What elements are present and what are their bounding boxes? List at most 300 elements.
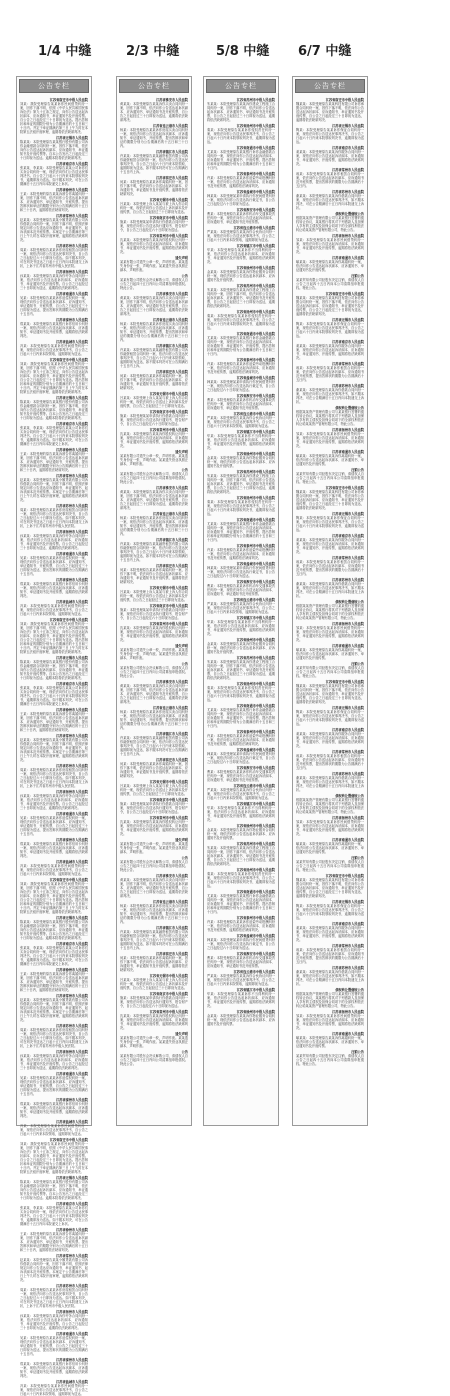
notice-title: 江苏省苏州市人民法院 (56, 1284, 88, 1288)
notice-title: 江苏省无锡市中级人民法院 (149, 198, 188, 202)
notice-body: 刘某：我院受理原告某某诉你民间借贷纠纷一案，因你下落不明，依照《中华人民共和国民事诉讼法》第九十五条之规定，向你公告送达起诉状副本、应诉通知书、举证通知书及开庭传票。自公告之日起经过三十日即视为送达。提出答辩状和举证的期限分别为公告期满后的十五日和三十日内。并定于举证期满后第三日上午九时在本院第五法庭开庭审理，逾期将依法缺席判决。 (20, 622, 88, 654)
notice-title: 公告 (181, 1050, 188, 1054)
notice-list (293, 93, 367, 1066)
notice-body: 根据某某资产管理有限公司与某某银行签署的债权转让协议，某某银行将其对下列借款人及担保人享有的主债权及担保合同项下的全部权利依法转让给某某资产管理有限公司，特此公告。 (296, 798, 364, 814)
notice-body: 韩某某：本院受理某某申请执行你民间借贷纠纷一案，现依法向你公告送达执行裁定书，自公告之日起经过六十日即视为送达。 (207, 938, 275, 950)
notice-body: 施某：本院受理某某申请执行你借款合同纠纷一案，现依法向你公告送达执行通知书、报告财产令，自公告之日起经过六十日即视为送达。 (120, 996, 188, 1008)
notice-body: 华某：本院受理原告某某诉你不当得利纠纷一案，依法向你公告送达起诉状副本、应诉通知书、举证通知书及开庭传票，逾期将依法缺席判决。 (207, 620, 275, 636)
notice-body: 陶某：本院受理原告某某诉你保证合同纠纷一案，现依法向你公告送达民事判决书，自公告之日起六十日内来本院领取判决书，逾期即视为送达。 (296, 710, 364, 726)
notice-column (292, 76, 368, 1126)
notice-body: 魏某某：本院受理原告某某科技有限公司诉你承揽合同纠纷一案，因你下落不明，依法向你公告送达起诉状副本、应诉通知书、举证通知书及开庭传票，自公告之日起经过三十日即视为送达，逾期将依法缺席判决。 (296, 102, 364, 122)
notice-body: 韩某某：本院受理某某申请执行你民间借贷纠纷一案，现依法向你公告送达执行裁定书，自公告之日起经过六十日即视为送达。 (207, 752, 275, 764)
notice-title: 江苏省宿迁市中级人民法院 (49, 98, 88, 102)
notice-body: 吕某某：本院受理上诉人某某与被上诉人你合同纠纷一案，现依法向你公告送达上诉状副本及开庭传票，自公告之日起经过三十日即视为送达。 (120, 590, 188, 602)
notice-title: 江苏省淮安市中级人民法院 (236, 580, 275, 584)
notice-body: 孙某某：本院受理原告某某诉你劳务合同纠纷一案，依法向你公告送达起诉状副本、应诉通知书、举证通知书及开庭传票。自公告之日起经过三十日即视为送达，逾期将依法缺席判决。 (20, 534, 88, 550)
notice-title: 江苏省宿迁市中级人民法院 (49, 1138, 88, 1142)
notice-title: 江苏省泰州市中级人民法院 (236, 916, 275, 920)
notice-body: 施某：本院受理某某申请执行你借款合同纠纷一案，现依法向你公告送达执行通知书、报告财产令，自公告之日起经过六十日即视为送达。 (120, 220, 188, 232)
notice-body: 魏某某：本院受理原告某某科技有限公司诉你承揽合同纠纷一案，因你下落不明，依法向你公告送达起诉状副本、应诉通知书、举证通知书及开庭传票，自公告之日起经过三十日即视为送达，逾期将依法缺席判决。 (296, 684, 364, 704)
notice-title: 江苏省徐州市中级人民法院 (236, 452, 275, 456)
notice-title: 注销公告 (351, 274, 364, 278)
notice-body: 许某：本院受理原告某某诉你追索劳动报酬纠纷一案，依法向你公告送达起诉状副本、应诉通知书及开庭传票，逾期将依法缺席判决。 (207, 176, 275, 188)
notice-title: 公告 (181, 468, 188, 472)
notice-title: 江苏省南通市人民法院 (332, 256, 364, 260)
notice-body: 根据某某资产管理有限公司与某某银行签署的债权转让协议，某某银行将其对下列借款人及担保人享有的主债权及担保合同项下的全部权利依法转让给某某资产管理有限公司，特此公告。 (296, 410, 364, 426)
notice-title: 江苏省泰州市中级人民法院 (236, 544, 275, 548)
notice-body: 戚某：本院受理原告某某诉你租赁合同纠纷一案，依法向你公告送达起诉状副本、应诉通知书及开庭传票，提出答辩状的期限为公告期满后十五日内。 (296, 560, 364, 576)
notice-body: 许某某：本院受理原告某某融资租赁有限公司诉你融资租赁合同纠纷一案，依法向你公告送达民事判决书，自公告之日起六十日内来本院领取，逾期即视为送达，如不服本判决可在公告期满后十五日内上诉。 (120, 348, 188, 368)
notice-body: 根据某某资产管理有限公司与某某银行签署的债权转让协议，某某银行将其对下列借款人及担保人享有的主债权及担保合同项下的全部权利依法转让给某某资产管理有限公司，特此公告。 (296, 604, 364, 620)
notice-title: 江苏省泰州市人民法院 (56, 1098, 88, 1102)
notice-title: 江苏省苏州市人民法院 (332, 190, 364, 194)
notice-title: 江苏省盐城市中级人民法院 (236, 376, 275, 380)
notice-title: 江苏省无锡市中级人民法院 (149, 392, 188, 396)
notice-title: 江苏省盐城市中级人民法院 (236, 190, 275, 194)
notice-body: 谢某某：本院受理原告某某诉你借款合同纠纷一案，现依法向你公告送达民事判决书，如不服本判决，可在公告期满后十五日内向本院递交上诉状。 (296, 194, 364, 210)
notice-body: 邹某：本院受理原告某某诉你民间借贷纠纷一案，现依法向你公告送达起诉状副本、应诉通知书、举证通知书及开庭传票，逾期将依法缺席判决。 (296, 1014, 364, 1030)
notice-body: 沈某某：本院受理原告某某诉你股权转让纠纷一案，现依法向你公告送达起诉状副本、应诉通知书、举证通知书及开庭传票，逾期将依法缺席判决。 (120, 1014, 188, 1030)
notice-body: 郑某某：本院受理原告某某银行诉你信用卡纠纷一案，现依法向你公告送达起诉状副本、应诉通知书、举证通知书及开庭传票，逾期将依法缺席判决。 (20, 322, 88, 338)
column-banner: 公告专栏 (19, 79, 89, 93)
notice-body: 施某：本院受理某某申请执行你借款合同纠纷一案，现依法向你公告送达执行通知书、报告财产令，自公告之日起经过六十日即视为送达。 (120, 608, 188, 620)
notice-title: 江苏省常州市人民法院 (332, 168, 364, 172)
notice-body: 金某某：本院受理原告某某诉你物业服务合同纠纷一案，现依法向你公告送达起诉状副本、应诉通知书及开庭传票。 (207, 1014, 275, 1026)
notice-title: 江苏省镇江市中级人民法院 (236, 616, 275, 620)
notice-title: 江苏省扬州市中级人民法院 (236, 124, 275, 128)
notice-body: 许某：本院受理原告某某诉你追索劳动报酬纠纷一案，依法向你公告送达起诉状副本、应诉通知书及开庭传票，逾期将依法缺席判决。 (207, 734, 275, 746)
notice-body: 某某贸易有限公司经股东决定注销，请债权人自公告之日起四十五日内向本公司清算组申报债权。特此公告。 (296, 472, 364, 484)
notice-body: 曹某：本院受理原告某某诉你机动车交通事故责任纠纷一案，现依法向你公告送达起诉状副本、应诉通知书、举证通知书及开庭传票。 (207, 770, 275, 782)
notice-title: 江苏省连云港市中级人民法院 (233, 226, 275, 230)
notice-body: 尤某某：本院受理原告某某银行诉你金融借款合同纠纷一案，现依法向你公告送达起诉状副本、应诉通知书、举证通知书、开庭传票，提出答辩状和举证的期限分别为公告期满后的十五日和三十日内。 (207, 150, 275, 170)
notice-title: 江苏省无锡市中级人民法院 (149, 780, 188, 784)
notice-body: 谢某某：本院受理原告某某诉你借款合同纠纷一案，现依法向你公告送达民事判决书，如不服本判决，可在公告期满后十五日内向本院递交上诉状。 (296, 776, 364, 792)
notice-body: 沈某某：本院受理原告某某诉你股权转让纠纷一案，现依法向你公告送达起诉状副本、应诉通知书、举证通知书及开庭传票，逾期将依法缺席判决。 (120, 820, 188, 836)
notice-title: 江苏省徐州市人民法院 (56, 708, 88, 712)
notice-title: 江苏省连云港市中级人民法院 (233, 970, 275, 974)
notice-title: 江苏省扬州市人民法院 (332, 1010, 364, 1014)
notice-title: 江苏省常州市人民法院 (56, 474, 88, 478)
notice-body: 许某某：本院受理原告某某融资租赁有限公司诉你融资租赁合同纠纷一案，依法向你公告送达民事判决书，自公告之日起六十日内来本院领取，逾期即视为送达，如不服本判决可在公告期满后十五日内上诉。 (120, 542, 188, 562)
notice-title: 江苏省连云港市人民法院 (152, 900, 188, 904)
notice-body: 吴某：本院受理原告某某诉你追偿权纠纷一案，现依法向你公告送达起诉状副本、应诉通知书、举证通知书、开庭传票，自公告之日起经过三十日即视为送达，提出答辩状的期限为公告期满后十五日内。 (20, 296, 88, 316)
notice-title: 江苏省无锡市中级人民法院 (149, 586, 188, 590)
notice-body: 周某：本院受理原告某某诉你房屋租赁合同纠纷一案，现依法向你公告送达民事判决书，自公告之日起经过六十日即视为送达。如不服本判决，可在判决书送达之日起十五日内向本院递交上诉状，上诉于江苏省苏州市中级人民法院。 (20, 768, 88, 788)
notice-title: 江苏省淮安市人民法院 (156, 486, 188, 490)
notice-body: 朱某某：本院受理原告某某诉你建设工程施工合同纠纷一案，因你下落不明，依法向你公告送达起诉状副本、应诉通知书、举证通知书及开庭传票，自公告之日起经过三十日即视为送达，逾期将依法缺席判决。 (207, 660, 275, 680)
notice-title: 江苏省无锡市人民法院 (56, 396, 88, 400)
notice-title: 江苏省苏州市中级人民法院 (236, 284, 275, 288)
notice-title: 江苏省南京市人民法院 (56, 942, 88, 946)
notice-title: 江苏省常州市人民法院 (332, 944, 364, 948)
notice-title: 注销公告 (351, 1050, 364, 1054)
notice-title: 江苏省连云港市中级人民法院 (233, 598, 275, 602)
notice-body: 某某有限公司遗失公章一枚，声明作废。某某遗失身份证一张，声明作废。某某遗失营业执照正副本，声明作废。 (120, 842, 188, 854)
notice-title: 江苏省盐城市人民法院 (56, 1120, 88, 1124)
notice-title: 江苏省盐城市人民法院 (56, 1380, 88, 1384)
notice-title: 江苏省盐城市中级人民法院 (236, 562, 275, 566)
notice-body: 王某：本院受理的原告某某诉被告你离婚纠纷一案，因你下落不明，依法向你公告送达起诉状副本、应诉通知书、举证通知书、开庭传票。提出答辩状和举证的期限分别为公告期满后的十五日和三十日内，逾期将依法缺席判决。 (20, 972, 88, 992)
notice-title: 江苏省淮安市中级人民法院 (236, 208, 275, 212)
notice-body: 严某某：本院受理原告某某诉你合伙协议纠纷一案，现依法向你公告送达民事判决书，自公告之日起六十日内来本院领取，逾期即视为送达。 (207, 230, 275, 242)
notice-title: 江苏省淮安市中级人民法院 (236, 952, 275, 956)
notice-body: 刘某：我院受理原告某某诉你民间借贷纠纷一案，因你下落不明，依照《中华人民共和国民事诉讼法》第九十五条之规定，向你公告送达起诉状副本、应诉通知书、举证通知书及开庭传票。自公告之日起经过三十日即视为送达。提出答辩状和举证的期限分别为公告期满后的十五日和三十日内。并定于举证期满后第三日上午九时在本院第五法庭开庭审理，逾期将依法缺席判决。 (20, 102, 88, 134)
notice-body: 张某某、李某某：本院受理原告某某公司诉你们买卖合同纠纷一案，现依法向你们公告送达民事判决书。自公告之日起六十日内来本院领取判决书，逾期即视为送达。如不服本判决，可在公告期满后十五日内向本院递交上诉状。 (20, 1206, 88, 1226)
notice-body: 某某有限公司遗失公章一枚，声明作废。某某遗失身份证一张，声明作废。某某遗失营业执照正副本，声明作废。 (120, 260, 188, 272)
notice-body: 周某：本院受理原告某某诉你房屋租赁合同纠纷一案，现依法向你公告送达民事判决书，自公告之日起经过六十日即视为送达。如不服本判决，可在判决书送达之日起十五日内向本院递交上诉状，上诉于江苏省苏州市中级人民法院。 (20, 1028, 88, 1048)
notice-body: 陈某某：本院受理原告某某银行股份有限公司诉你金融借款合同纠纷一案，因你下落不明，依法向你公告送达起诉状副本、应诉通知书、举证通知书及开庭传票等。自本公告发出之日起经过三十日即视为送达。逾期本院将依法缺席判决。 (20, 660, 88, 680)
notice-body: 何某：本院受理原告某某诉你离婚纠纷一案，因你下落不明，依法向你公告送达起诉状副本、应诉通知书、举证通知书及开庭传票，逾期将依法缺席判决。 (120, 956, 188, 972)
column-heading: 2/3 中缝 (126, 44, 180, 59)
notice-body: 许某某：本院受理原告某某融资租赁有限公司诉你融资租赁合同纠纷一案，依法向你公告送达民事判决书，自公告之日起六十日内来本院领取，逾期即视为送达，如不服本判决可在公告期满后十五日内上诉。 (120, 930, 188, 950)
notice-title: 江苏省无锡市人民法院 (332, 124, 364, 128)
notice-title: 江苏省扬州市人民法院 (332, 622, 364, 626)
notice-title: 江苏省宿迁市人民法院 (156, 564, 188, 568)
notice-body: 姜某某：本院受理原告某某诉你服务合同纠纷一案，现依法向你公告送达起诉状副本、应诉通知书、举证通知书、开庭传票，逾期将依法缺席判决。 (296, 926, 364, 942)
notice-title: 江苏省徐州市中级人民法院 (236, 824, 275, 828)
notice-body: 陈某某：本院受理原告某某银行股份有限公司诉你金融借款合同纠纷一案，因你下落不明，依法向你公告送达起诉状副本、应诉通知书、举证通知书及开庭传票等。自本公告发出之日起经过三十日即视为送达。逾期本院将依法缺席判决。 (20, 1180, 88, 1200)
notice-title: 江苏省镇江市人民法院 (156, 538, 188, 542)
notice-title: 江苏省无锡市人民法院 (56, 1176, 88, 1180)
notice-title: 江苏省镇江市人民法院 (156, 150, 188, 154)
notice-body: 曹某：本院受理原告某某诉你机动车交通事故责任纠纷一案，现依法向你公告送达起诉状副本、应诉通知书、举证通知书及开庭传票。 (207, 398, 275, 410)
notice-body: 喻某某：本院受理原告某某诉你离婚纠纷一案，依法向你公告送达起诉状副本、应诉通知书、举证通知书及开庭传票。 (296, 1036, 364, 1048)
notice-title: 江苏省连云港市中级人民法院 (233, 412, 275, 416)
notice-body: 姜某某：本院受理原告某某诉你服务合同纠纷一案，现依法向你公告送达起诉状副本、应诉通知书、举证通知书、开庭传票，逾期将依法缺席判决。 (296, 538, 364, 554)
notice-title: 江苏省徐州市人民法院 (56, 1228, 88, 1232)
notice-body: 戚某：本院受理原告某某诉你租赁合同纠纷一案，依法向你公告送达起诉状副本、应诉通知书及开庭传票，提出答辩状的期限为公告期满后十五日内。 (296, 172, 364, 188)
notice-body: 某某贸易有限公司经股东决定注销，请债权人自公告之日起四十五日内向本公司清算组申报债权。特此公告。 (296, 278, 364, 290)
notice-body: 魏某某：本院受理原告某某科技有限公司诉你承揽合同纠纷一案，因你下落不明，依法向你公告送达起诉状副本、应诉通知书、举证通知书及开庭传票，自公告之日起经过三十日即视为送达，逾期将依法缺席判决。 (296, 296, 364, 316)
notice-body: 秦某：本院受理原告某某诉你侵权责任纠纷一案，现依法向你公告送达民事判决书，自公告之日起六十日内来本院领取判决书，逾期即视为送达。 (207, 314, 275, 330)
notice-title: 江苏省盐城市中级人民法院 (236, 934, 275, 938)
notice-body: 喻某某：本院受理原告某某诉你离婚纠纷一案，依法向你公告送达起诉状副本、应诉通知书、举证通知书及开庭传票。 (296, 648, 364, 660)
notice-body: 曹某：本院受理原告某某诉你机动车交通事故责任纠纷一案，现依法向你公告送达起诉状副本、应诉通知书、举证通知书及开庭传票。 (207, 956, 275, 968)
notice-title: 江苏省连云港市人民法院 (152, 318, 188, 322)
notice-title: 江苏省常州市人民法院 (56, 1254, 88, 1258)
notice-body: 许某：本院受理原告某某诉你追索劳动报酬纠纷一案，依法向你公告送达起诉状副本、应诉通知书及开庭传票，逾期将依法缺席判决。 (207, 548, 275, 560)
notice-title: 江苏省扬州市人民法院 (56, 1310, 88, 1314)
notice-list (204, 93, 278, 1026)
notice-body: 某某有限公司遗失公章一枚，声明作废。某某遗失身份证一张，声明作废。某某遗失营业执照正副本，声明作废。 (120, 454, 188, 466)
notice-body: 赵某某：本院受理原告某某小额贷款有限公司诉你借款合同纠纷一案，因你下落不明，依照法律规定向你公告送达应诉通知书、举证通知书、起诉状副本及开庭传票。本案定于公告期满后第三日上午九时在本院开庭审理，逾期将依法缺席判决。 (20, 998, 88, 1022)
notice-title: 江苏省扬州市人民法院 (56, 1050, 88, 1054)
notice-body: 谢某某：本院受理原告某某诉你借款合同纠纷一案，现依法向你公告送达民事判决书，如不服本判决，可在公告期满后十五日内向本院递交上诉状。 (296, 388, 364, 404)
notice-title: 公告 (181, 856, 188, 860)
notice-title: 江苏省苏州市人民法院 (56, 764, 88, 768)
notice-title: 江苏省常州市中级人民法院 (149, 428, 188, 432)
notice-body: 某某有限公司股东会决议解散公司，请债权人自公告之日起四十五日内向公司清算组申报债权。特此公告。 (120, 472, 188, 484)
notice-body: 孙某某：本院受理原告某某诉你劳务合同纠纷一案，依法向你公告送达起诉状副本、应诉通知书、举证通知书及开庭传票。自公告之日起经过三十日即视为送达，逾期将依法缺席判决。 (20, 794, 88, 810)
notice-body: 韩某某：本院受理某某申请执行你民间借贷纠纷一案，现依法向你公告送达执行裁定书，自公告之日起经过六十日即视为送达。 (207, 380, 275, 392)
notice-body: 孙某某：本院受理原告某某诉你劳务合同纠纷一案，依法向你公告送达起诉状副本、应诉通知书、举证通知书及开庭传票。自公告之日起经过三十日即视为送达，逾期将依法缺席判决。 (20, 1314, 88, 1330)
notice-title: 江苏省无锡市人民法院 (332, 318, 364, 322)
notice-title: 江苏省南京市人民法院 (332, 146, 364, 150)
notice-title: 江苏省无锡市人民法院 (332, 900, 364, 904)
notice-body: 许某：本院受理原告某某诉你追索劳动报酬纠纷一案，依法向你公告送达起诉状副本、应诉通知书及开庭传票，逾期将依法缺席判决。 (207, 920, 275, 932)
notice-title: 江苏省扬州市人民法院 (332, 816, 364, 820)
notice-title: 江苏省南京市中级人民法院 (149, 410, 188, 414)
notice-body: 杨某：本院受理原告某某诉你房屋买卖合同纠纷一案，现依法向你公告送达起诉状副本、应诉通知书、举证通知书、开庭传票，提出答辩状和举证的期限分别为公告期满后的十五日和三十日内。 (120, 516, 188, 536)
notice-body: 尤某某：本院受理原告某某银行诉你金融借款合同纠纷一案，现依法向你公告送达起诉状副本、应诉通知书、举证通知书、开庭传票，提出答辩状和举证的期限分别为公告期满后的十五日和三十日内。 (207, 708, 275, 728)
notice-title: 债权转让暨催收公告 (335, 406, 364, 410)
notice-title: 江苏省镇江市人民法院 (156, 344, 188, 348)
notice-body: 朱某某：本院受理原告某某诉你建设工程施工合同纠纷一案，因你下落不明，依法向你公告送达起诉状副本、应诉通知书、举证通知书及开庭传票，自公告之日起经过三十日即视为送达，逾期将依法缺席判决。 (207, 288, 275, 308)
notice-body: 施某：本院受理某某申请执行你借款合同纠纷一案，现依法向你公告送达执行通知书、报告财产令，自公告之日起经过六十日即视为送达。 (120, 802, 188, 814)
notice-body: 某某有限公司遗失公章一枚，声明作废。某某遗失身份证一张，声明作废。某某遗失营业执照正副本，声明作废。 (120, 648, 188, 660)
notice-body: 邹某：本院受理原告某某诉你民间借贷纠纷一案，现依法向你公告送达起诉状副本、应诉通知书、举证通知书及开庭传票，逾期将依法缺席判决。 (296, 626, 364, 642)
notice-body: 吕某某：本院受理上诉人某某与被上诉人你合同纠纷一案，现依法向你公告送达上诉状副本及开庭传票，自公告之日起经过三十日即视为送达。 (120, 784, 188, 796)
notice-title: 遗失声明 (175, 256, 188, 260)
notice-body: 吕某某：本院受理上诉人某某与被上诉人你合同纠纷一案，现依法向你公告送达上诉状副本及开庭传票，自公告之日起经过三十日即视为送达。 (120, 202, 188, 214)
notice-title: 江苏省泰州市人民法院 (56, 838, 88, 842)
notice-body: 周某：本院受理原告某某诉你房屋租赁合同纠纷一案，现依法向你公告送达民事判决书，自公告之日起经过六十日即视为送达。如不服本判决，可在判决书送达之日起十五日内向本院递交上诉状，上诉于江苏省苏州市中级人民法院。 (20, 248, 88, 268)
notice-body: 严某某：本院受理原告某某诉你合伙协议纠纷一案，现依法向你公告送达民事判决书，自公告之日起六十日内来本院领取，逾期即视为送达。 (207, 602, 275, 614)
notice-title: 江苏省淮安市人民法院 (156, 874, 188, 878)
notice-title: 江苏省苏州市中级人民法院 (236, 98, 275, 102)
notice-body: 郑某某：本院受理原告某某银行诉你信用卡纠纷一案，现依法向你公告送达起诉状副本、应诉通知书、举证通知书及开庭传票，逾期将依法缺席判决。 (20, 1362, 88, 1378)
notice-title: 江苏省常州市中级人民法院 (149, 234, 188, 238)
notice-title: 注销公告 (351, 662, 364, 666)
notice-title: 江苏省常州市中级人民法院 (149, 622, 188, 626)
column-banner: 公告专栏 (295, 79, 365, 93)
notice-title: 江苏省南通市人民法院 (332, 1032, 364, 1036)
notice-body: 华某：本院受理原告某某诉你不当得利纠纷一案，依法向你公告送达起诉状副本、应诉通知书、举证通知书及开庭传票，逾期将依法缺席判决。 (207, 434, 275, 450)
notice-body: 金某某：本院受理原告某某诉你物业服务合同纠纷一案，现依法向你公告送达起诉状副本、应诉通知书及开庭传票。 (207, 642, 275, 654)
notice-body: 魏某某：本院受理原告某某科技有限公司诉你承揽合同纠纷一案，因你下落不明，依法向你公告送达起诉状副本、应诉通知书、举证通知书及开庭传票，自公告之日起经过三十日即视为送达，逾期将依法缺席判决。 (296, 490, 364, 510)
notice-title: 江苏省镇江市中级人民法院 (236, 988, 275, 992)
notice-body: 杨某：本院受理原告某某诉你房屋买卖合同纠纷一案，现依法向你公告送达起诉状副本、应诉通知书、举证通知书、开庭传票，提出答辩状和举证的期限分别为公告期满后的十五日和三十日内。 (120, 322, 188, 342)
notice-title: 江苏省常州市中级人民法院 (149, 1010, 188, 1014)
notice-body: 吴某：本院受理原告某某诉你追偿权纠纷一案，现依法向你公告送达起诉状副本、应诉通知书、举证通知书、开庭传票，自公告之日起经过三十日即视为送达，提出答辩状的期限为公告期满后十五日内。 (20, 1076, 88, 1096)
notice-title: 债权转让暨催收公告 (335, 600, 364, 604)
notice-body: 尤某某：本院受理原告某某银行诉你金融借款合同纠纷一案，现依法向你公告送达起诉状副本、应诉通知书、举证通知书、开庭传票，提出答辩状和举证的期限分别为公告期满后的十五日和三十日内。 (207, 336, 275, 356)
notice-title: 江苏省南京市中级人民法院 (149, 798, 188, 802)
notice-body: 华某：本院受理原告某某诉你不当得利纠纷一案，依法向你公告送达起诉状副本、应诉通知书、举证通知书及开庭传票，逾期将依法缺席判决。 (207, 806, 275, 822)
notice-body: 曹某：本院受理原告某某诉你机动车交通事故责任纠纷一案，现依法向你公告送达起诉状副本、应诉通知书、举证通知书及开庭传票。 (207, 584, 275, 596)
notice-body: 黄某某：本院受理原告某某诉你买卖合同纠纷一案，因你下落不明，依法向你公告送达起诉状副本、应诉通知书、举证通知书及开庭传票，自公告之日起经过三十日即视为送达，逾期将依法缺席判决。 (120, 878, 188, 898)
notice-title: 江苏省盐城市中级人民法院 (236, 748, 275, 752)
notice-body: 吴某：本院受理原告某某诉你追偿权纠纷一案，现依法向你公告送达起诉状副本、应诉通知书、举证通知书、开庭传票，自公告之日起经过三十日即视为送达，提出答辩状的期限为公告期满后十五日内。 (20, 1336, 88, 1356)
notice-title: 江苏省宿迁市人民法院 (156, 370, 188, 374)
notice-title: 江苏省南通市人民法院 (56, 1072, 88, 1076)
notice-title: 江苏省宿迁市中级人民法院 (325, 292, 364, 296)
notice-title: 遗失声明 (175, 838, 188, 842)
notice-title: 江苏省镇江市人民法院 (156, 732, 188, 736)
notice-title: 江苏省南京市中级人民法院 (149, 992, 188, 996)
notice-body: 秦某：本院受理原告某某诉你侵权责任纠纷一案，现依法向你公告送达民事判决书，自公告之日起六十日内来本院领取判决书，逾期即视为送达。 (207, 872, 275, 888)
notice-title: 江苏省南通市中级人民法院 (236, 146, 275, 150)
notice-body: 朱某某：本院受理原告某某诉你建设工程施工合同纠纷一案，因你下落不明，依法向你公告送达起诉状副本、应诉通知书、举证通知书及开庭传票，自公告之日起经过三十日即视为送达，逾期将依法缺席判决。 (207, 474, 275, 494)
notice-body: 郑某某：本院受理原告某某银行诉你信用卡纠纷一案，现依法向你公告送达起诉状副本、应诉通知书、举证通知书及开庭传票，逾期将依法缺席判决。 (20, 842, 88, 858)
notice-body: 周某：本院受理原告某某诉你房屋租赁合同纠纷一案，现依法向你公告送达民事判决书，自公告之日起经过六十日即视为送达。如不服本判决，可在判决书送达之日起十五日内向本院递交上诉状，上诉于江苏省苏州市中级人民法院。 (20, 1288, 88, 1308)
notice-body: 喻某某：本院受理原告某某诉你离婚纠纷一案，依法向你公告送达起诉状副本、应诉通知书、举证通知书及开庭传票。 (296, 454, 364, 466)
notice-title: 江苏省泰州市中级人民法院 (236, 172, 275, 176)
notice-body: 孙某某：本院受理原告某某诉你劳务合同纠纷一案，依法向你公告送达起诉状副本、应诉通知书、举证通知书及开庭传票。自公告之日起经过三十日即视为送达，逾期将依法缺席判决。 (20, 274, 88, 290)
notice-body: 朱某某：本院受理原告某某诉你建设工程施工合同纠纷一案，因你下落不明，依法向你公告送达起诉状副本、应诉通知书、举证通知书及开庭传票，自公告之日起经过三十日即视为送达，逾期将依法缺席判决。 (207, 102, 275, 122)
notice-title: 江苏省无锡市中级人民法院 (149, 974, 188, 978)
notice-title: 江苏省盐城市人民法院 (56, 600, 88, 604)
notice-title: 江苏省苏州市中级人民法院 (236, 656, 275, 660)
notice-title: 江苏省南通市中级人民法院 (236, 518, 275, 522)
notice-title: 江苏省扬州市人民法院 (332, 428, 364, 432)
notice-body: 冯某：本院受理原告某某诉你民间借贷纠纷一案，现依法向你公告送达民事判决书，自公告之日起六十日内来本院领取，逾期即视为送达。 (20, 1124, 88, 1136)
notice-title: 江苏省扬州市人民法院 (56, 530, 88, 534)
notice-title: 江苏省徐州市中级人民法院 (236, 266, 275, 270)
notice-title: 江苏省无锡市人民法院 (56, 916, 88, 920)
notice-title: 江苏省苏州市人民法院 (332, 578, 364, 582)
notice-title: 江苏省连云港市人民法院 (152, 706, 188, 710)
notice-title: 江苏省南通市人民法院 (332, 838, 364, 842)
notice-body: 周某：本院受理原告某某诉你房屋租赁合同纠纷一案，现依法向你公告送达民事判决书，自公告之日起经过六十日即视为送达。如不服本判决，可在判决书送达之日起十五日内向本院递交上诉状，上诉于江苏省苏州市中级人民法院。 (20, 508, 88, 528)
notice-body: 喻某某：本院受理原告某某诉你离婚纠纷一案，依法向你公告送达起诉状副本、应诉通知书、举证通知书及开庭传票。 (296, 842, 364, 854)
notice-title: 债权转让暨催收公告 (335, 794, 364, 798)
notice-body: 何某：本院受理原告某某诉你离婚纠纷一案，因你下落不明，依法向你公告送达起诉状副本、应诉通知书、举证通知书及开庭传票，逾期将依法缺席判决。 (120, 568, 188, 584)
notice-title: 江苏省南通市人民法院 (332, 644, 364, 648)
notice-title: 江苏省苏州市人民法院 (56, 1024, 88, 1028)
notice-body: 某某有限公司股东会决议解散公司，请债权人自公告之日起四十五日内向公司清算组申报债权。特此公告。 (120, 278, 188, 290)
notice-body: 张某某、李某某：本院受理原告某某公司诉你们买卖合同纠纷一案，现依法向你们公告送达民事判决书。自公告之日起六十日内来本院领取判决书，逾期即视为送达。如不服本判决，可在公告期满后十五日内向本院递交上诉状。 (20, 946, 88, 966)
notice-body: 张某某、李某某：本院受理原告某某公司诉你们买卖合同纠纷一案，现依法向你们公告送达民事判决书。自公告之日起六十日内来本院领取判决书，逾期即视为送达。如不服本判决，可在公告期满后十五日内向本院递交上诉状。 (20, 166, 88, 186)
notice-body: 沈某某：本院受理原告某某诉你股权转让纠纷一案，现依法向你公告送达起诉状副本、应诉通知书、举证通知书及开庭传票，逾期将依法缺席判决。 (120, 238, 188, 254)
notice-title: 江苏省泰州市中级人民法院 (236, 358, 275, 362)
notice-body: 秦某：本院受理原告某某诉你侵权责任纠纷一案，现依法向你公告送达民事判决书，自公告之日起六十日内来本院领取判决书，逾期即视为送达。 (207, 686, 275, 702)
notice-column (16, 76, 92, 1396)
notice-title: 江苏省淮安市人民法院 (156, 680, 188, 684)
column-heading: 5/8 中缝 (216, 44, 270, 59)
notice-list (117, 93, 191, 1066)
notice-title: 江苏省南京市人民法院 (332, 728, 364, 732)
notice-title: 江苏省宿迁市人民法院 (156, 176, 188, 180)
notice-title: 江苏省镇江市中级人民法院 (236, 430, 275, 434)
notice-title: 江苏省南京市人民法院 (332, 534, 364, 538)
notice-body: 某某有限公司股东会决议解散公司，请债权人自公告之日起四十五日内向公司清算组申报债权。特此公告。 (120, 1054, 188, 1066)
notice-body: 根据某某资产管理有限公司与某某银行签署的债权转让协议，某某银行将其对下列借款人及担保人享有的主债权及担保合同项下的全部权利依法转让给某某资产管理有限公司，特此公告。 (296, 992, 364, 1008)
notice-body: 金某某：本院受理原告某某诉你物业服务合同纠纷一案，现依法向你公告送达起诉状副本、应诉通知书及开庭传票。 (207, 828, 275, 840)
notice-title: 江苏省泰州市人民法院 (56, 1358, 88, 1362)
notice-body: 尤某某：本院受理原告某某银行诉你金融借款合同纠纷一案，现依法向你公告送达起诉状副本、应诉通知书、举证通知书、开庭传票，提出答辩状和举证的期限分别为公告期满后的十五日和三十日内。 (207, 894, 275, 914)
notice-body: 许某某：本院受理原告某某融资租赁有限公司诉你融资租赁合同纠纷一案，依法向你公告送达民事判决书，自公告之日起六十日内来本院领取，逾期即视为送达，如不服本判决可在公告期满后十五日内上诉。 (120, 154, 188, 174)
notice-body: 华某：本院受理原告某某诉你不当得利纠纷一案，依法向你公告送达起诉状副本、应诉通知书、举证通知书及开庭传票，逾期将依法缺席判决。 (207, 248, 275, 264)
notice-title: 江苏省徐州市中级人民法院 (236, 638, 275, 642)
notice-title: 江苏省镇江市人民法院 (156, 926, 188, 930)
notice-body: 根据某某资产管理有限公司与某某银行签署的债权转让协议，某某银行将其对下列借款人及担保人享有的主债权及担保合同项下的全部权利依法转让给某某资产管理有限公司，特此公告。 (296, 216, 364, 232)
notice-body: 王某：本院受理的原告某某诉被告你离婚纠纷一案，因你下落不明，依法向你公告送达起诉状副本、应诉通知书、举证通知书、开庭传票。提出答辩状和举证的期限分别为公告期满后的十五日和三十日内，逾期将依法缺席判决。 (20, 452, 88, 472)
notice-title: 江苏省苏州市人民法院 (56, 504, 88, 508)
notice-title: 江苏省淮安市中级人民法院 (236, 394, 275, 398)
notice-body: 尤某某：本院受理原告某某银行诉你金融借款合同纠纷一案，现依法向你公告送达起诉状副本、应诉通知书、举证通知书、开庭传票，提出答辩状和举证的期限分别为公告期满后的十五日和三十日内。 (207, 522, 275, 542)
notice-title: 江苏省苏州市人民法院 (56, 244, 88, 248)
notice-title: 江苏省扬州市人民法院 (56, 270, 88, 274)
notice-body: 杨某：本院受理原告某某诉你房屋买卖合同纠纷一案，现依法向你公告送达起诉状副本、应诉通知书、举证通知书、开庭传票，提出答辩状和举证的期限分别为公告期满后的十五日和三十日内。 (120, 710, 188, 730)
notice-body: 陈某某：本院受理原告某某银行股份有限公司诉你金融借款合同纠纷一案，因你下落不明，依法向你公告送达起诉状副本、应诉通知书、举证通知书及开庭传票等。自本公告发出之日起经过三十日即视为送达。逾期本院将依法缺席判决。 (20, 400, 88, 420)
notice-title: 江苏省宿迁市中级人民法院 (325, 486, 364, 490)
notice-body: 邹某：本院受理原告某某诉你民间借贷纠纷一案，现依法向你公告送达起诉状副本、应诉通知书、举证通知书及开庭传票，逾期将依法缺席判决。 (296, 432, 364, 448)
notice-body: 戚某：本院受理原告某某诉你租赁合同纠纷一案，依法向你公告送达起诉状副本、应诉通知书及开庭传票，提出答辩状的期限为公告期满后十五日内。 (296, 948, 364, 964)
notice-title: 江苏省泰州市中级人民法院 (236, 730, 275, 734)
notice-body: 秦某：本院受理原告某某诉你侵权责任纠纷一案，现依法向你公告送达民事判决书，自公告之日起六十日内来本院领取判决书，逾期即视为送达。 (207, 128, 275, 144)
notice-title: 江苏省南京市人民法院 (56, 422, 88, 426)
notice-body: 姜某某：本院受理原告某某诉你服务合同纠纷一案，现依法向你公告送达起诉状副本、应诉通知书、举证通知书、开庭传票，逾期将依法缺席判决。 (296, 732, 364, 748)
notice-title: 注销公告 (351, 468, 364, 472)
notice-body: 戚某：本院受理原告某某诉你租赁合同纠纷一案，依法向你公告送达起诉状副本、应诉通知书及开庭传票，提出答辩状的期限为公告期满后十五日内。 (296, 754, 364, 770)
notice-title: 江苏省无锡市人民法院 (56, 656, 88, 660)
notice-title: 江苏省南京市人民法院 (56, 1202, 88, 1206)
notice-body: 严某某：本院受理原告某某诉你合伙协议纠纷一案，现依法向你公告送达民事判决书，自公告之日起六十日内来本院领取，逾期即视为送达。 (207, 974, 275, 986)
notice-list (17, 93, 91, 1396)
notice-title: 江苏省南通市人民法院 (56, 552, 88, 556)
notice-title: 江苏省无锡市人民法院 (332, 512, 364, 516)
notice-body: 赵某某：本院受理原告某某小额贷款有限公司诉你借款合同纠纷一案，因你下落不明，依照法律规定向你公告送达应诉通知书、举证通知书、起诉状副本及开庭传票。本案定于公告期满后第三日上午九时在本院开庭审理，逾期将依法缺席判决。 (20, 218, 88, 242)
column-banner: 公告专栏 (206, 79, 276, 93)
notice-title: 江苏省宿迁市中级人民法院 (325, 874, 364, 878)
notice-body: 何某：本院受理原告某某诉你离婚纠纷一案，因你下落不明，依法向你公告送达起诉状副本、应诉通知书、举证通知书及开庭传票，逾期将依法缺席判决。 (120, 180, 188, 196)
notice-title: 江苏省南通市人民法院 (56, 1332, 88, 1336)
notice-body: 王某：本院受理的原告某某诉被告你离婚纠纷一案，因你下落不明，依法向你公告送达起诉状副本、应诉通知书、举证通知书、开庭传票。提出答辩状和举证的期限分别为公告期满后的十五日和三十日内，逾期将依法缺席判决。 (20, 1232, 88, 1252)
notice-body: 郑某某：本院受理原告某某银行诉你信用卡纠纷一案，现依法向你公告送达起诉状副本、应诉通知书、举证通知书及开庭传票，逾期将依法缺席判决。 (20, 582, 88, 598)
notice-title: 江苏省泰州市人民法院 (56, 318, 88, 322)
notice-title: 江苏省常州市人民法院 (56, 214, 88, 218)
notice-title: 债权转让暨催收公告 (335, 212, 364, 216)
notice-body: 谢某某：本院受理原告某某诉你借款合同纠纷一案，现依法向你公告送达民事判决书，如不服本判决，可在公告期满后十五日内向本院递交上诉状。 (296, 970, 364, 986)
notice-body: 黄某某：本院受理原告某某诉你买卖合同纠纷一案，因你下落不明，依法向你公告送达起诉状副本、应诉通知书、举证通知书及开庭传票，自公告之日起经过三十日即视为送达，逾期将依法缺席判决。 (120, 102, 188, 122)
notice-body: 吕某某：本院受理上诉人某某与被上诉人你合同纠纷一案，现依法向你公告送达上诉状副本及开庭传票，自公告之日起经过三十日即视为送达。 (120, 978, 188, 990)
notice-title: 江苏省盐城市人民法院 (56, 860, 88, 864)
column-heading: 6/7 中缝 (298, 44, 352, 59)
notice-title: 江苏省南京市人民法院 (56, 162, 88, 166)
notice-body: 黄某某：本院受理原告某某诉你买卖合同纠纷一案，因你下落不明，依法向你公告送达起诉状副本、应诉通知书、举证通知书及开庭传票，自公告之日起经过三十日即视为送达，逾期将依法缺席判决。 (120, 684, 188, 704)
notice-title: 江苏省扬州市中级人民法院 (236, 682, 275, 686)
notice-body: 陈某某：本院受理原告某某银行股份有限公司诉你金融借款合同纠纷一案，因你下落不明，依法向你公告送达起诉状副本、应诉通知书、举证通知书及开庭传票等。自本公告发出之日起经过三十日即视为送达。逾期本院将依法缺席判决。 (20, 140, 88, 160)
notice-title: 江苏省扬州市中级人民法院 (236, 868, 275, 872)
notice-title: 江苏省宿迁市中级人民法院 (49, 618, 88, 622)
notice-body: 姜某某：本院受理原告某某诉你服务合同纠纷一案，现依法向你公告送达起诉状副本、应诉通知书、举证通知书、开庭传票，逾期将依法缺席判决。 (296, 150, 364, 166)
notice-title: 注销公告 (351, 856, 364, 860)
notice-body: 杨某：本院受理原告某某诉你房屋买卖合同纠纷一案，现依法向你公告送达起诉状副本、应诉通知书、举证通知书、开庭传票，提出答辩状和举证的期限分别为公告期满后的十五日和三十日内。 (120, 904, 188, 924)
notice-body: 冯某：本院受理原告某某诉你民间借贷纠纷一案，现依法向你公告送达民事判决书，自公告之日起六十日内来本院领取，逾期即视为送达。 (20, 344, 88, 356)
notice-title: 江苏省苏州市人民法院 (332, 772, 364, 776)
notice-body: 魏某某：本院受理原告某某科技有限公司诉你承揽合同纠纷一案，因你下落不明，依法向你公告送达起诉状副本、应诉通知书、举证通知书及开庭传票，自公告之日起经过三十日即视为送达，逾期将依法缺席判决。 (296, 878, 364, 898)
notice-body: 某某贸易有限公司经股东决定注销，请债权人自公告之日起四十五日内向本公司清算组申报债权。特此公告。 (296, 860, 364, 872)
notice-body: 朱某某：本院受理原告某某诉你建设工程施工合同纠纷一案，因你下落不明，依法向你公告送达起诉状副本、应诉通知书、举证通知书及开庭传票，自公告之日起经过三十日即视为送达，逾期将依法缺席判决。 (207, 846, 275, 866)
notice-body: 姜某某：本院受理原告某某诉你服务合同纠纷一案，现依法向你公告送达起诉状副本、应诉通知书、举证通知书、开庭传票，逾期将依法缺席判决。 (296, 344, 364, 360)
notice-body: 严某某：本院受理原告某某诉你合伙协议纠纷一案，现依法向你公告送达民事判决书，自公告之日起六十日内来本院领取，逾期即视为送达。 (207, 416, 275, 428)
notice-title: 江苏省宿迁市中级人民法院 (49, 358, 88, 362)
notice-title: 江苏省扬州市人民法院 (332, 234, 364, 238)
notice-body: 冯某：本院受理原告某某诉你民间借贷纠纷一案，现依法向你公告送达民事判决书，自公告之日起六十日内来本院领取，逾期即视为送达。 (20, 1384, 88, 1396)
notice-title: 江苏省南通市人民法院 (332, 450, 364, 454)
notice-body: 某某有限公司遗失公章一枚，声明作废。某某遗失身份证一张，声明作废。某某遗失营业执照正副本，声明作废。 (120, 1036, 188, 1048)
notice-title: 江苏省连云港市中级人民法院 (233, 784, 275, 788)
notice-title: 江苏省徐州市人民法院 (56, 188, 88, 192)
notice-body: 赵某某：本院受理原告某某小额贷款有限公司诉你借款合同纠纷一案，因你下落不明，依照法律规定向你公告送达应诉通知书、举证通知书、起诉状副本及开庭传票。本案定于公告期满后第三日上午九时在本院开庭审理，逾期将依法缺席判决。 (20, 1258, 88, 1282)
notice-body: 戚某：本院受理原告某某诉你租赁合同纠纷一案，依法向你公告送达起诉状副本、应诉通知书及开庭传票，提出答辩状的期限为公告期满后十五日内。 (296, 366, 364, 382)
notice-body: 冯某：本院受理原告某某诉你民间借贷纠纷一案，现依法向你公告送达民事判决书，自公告之日起六十日内来本院领取，逾期即视为送达。 (20, 604, 88, 616)
notice-body: 金某某：本院受理原告某某诉你物业服务合同纠纷一案，现依法向你公告送达起诉状副本、应诉通知书及开庭传票。 (207, 456, 275, 468)
notice-title: 遗失声明 (175, 450, 188, 454)
notice-body: 陶某：本院受理原告某某诉你保证合同纠纷一案，现依法向你公告送达民事判决书，自公告之日起六十日内来本院领取判决书，逾期即视为送达。 (296, 904, 364, 920)
notice-body: 赵某某：本院受理原告某某小额贷款有限公司诉你借款合同纠纷一案，因你下落不明，依照法律规定向你公告送达应诉通知书、举证通知书、起诉状副本及开庭传票。本案定于公告期满后第三日上午九时在本院开庭审理，逾期将依法缺席判决。 (20, 738, 88, 762)
notice-body: 张某某、李某某：本院受理原告某某公司诉你们买卖合同纠纷一案，现依法向你们公告送达民事判决书。自公告之日起六十日内来本院领取判决书，逾期即视为送达。如不服本判决，可在公告期满后十五日内向本院递交上诉状。 (20, 686, 88, 706)
notice-title: 江苏省连云港市人民法院 (152, 124, 188, 128)
notice-title: 江苏省扬州市人民法院 (56, 790, 88, 794)
notice-body: 曹某：本院受理原告某某诉你机动车交通事故责任纠纷一案，现依法向你公告送达起诉状副本、应诉通知书、举证通知书及开庭传票。 (207, 212, 275, 224)
column-heading: 1/4 中缝 (38, 44, 92, 59)
notice-body: 吕某某：本院受理上诉人某某与被上诉人你合同纠纷一案，现依法向你公告送达上诉状副本及开庭传票，自公告之日起经过三十日即视为送达。 (120, 396, 188, 408)
notice-body: 韩某某：本院受理某某申请执行你民间借贷纠纷一案，现依法向你公告送达执行裁定书，自公告之日起经过六十日即视为送达。 (207, 194, 275, 206)
notice-body: 许某：本院受理原告某某诉你追索劳动报酬纠纷一案，依法向你公告送达起诉状副本、应诉通知书及开庭传票，逾期将依法缺席判决。 (207, 362, 275, 374)
